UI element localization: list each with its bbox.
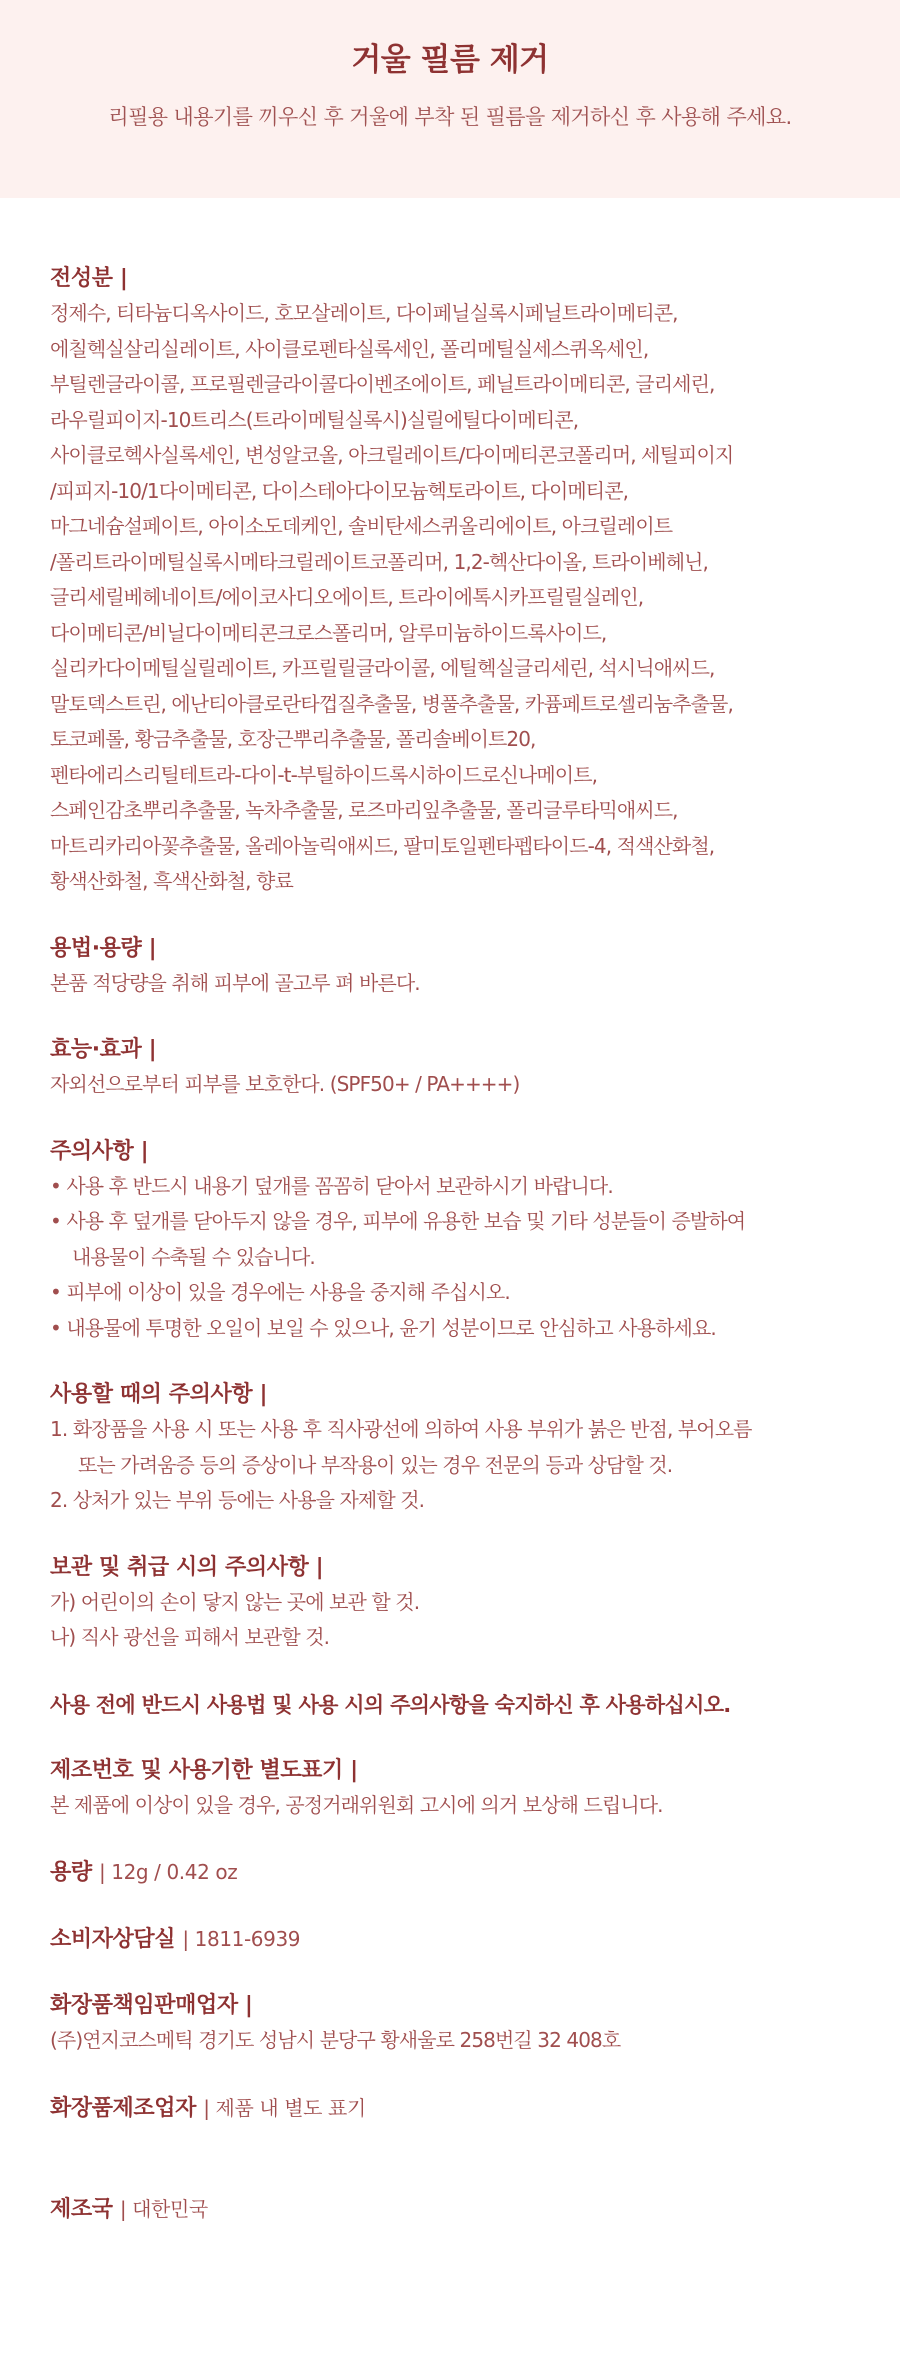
consumer-center-label: 소비자상담실	[50, 1927, 176, 1952]
ingredients-line: 사이클로헥사실록세인, 변성알코올, 아크릴레이트/다이메티콘코폴리머, 세틸피이지	[50, 443, 734, 467]
maker-row	[50, 2091, 870, 2126]
storage-section	[50, 1551, 870, 1656]
ingredients-line: 황색산화철, 흑색산화철, 향료	[50, 869, 293, 893]
usage-notice: 사용 전에 반드시 사용법 및 사용 시의 주의사항을 숙지하신 후 사용하십시오.	[50, 1692, 731, 1717]
origin-row	[50, 2192, 870, 2227]
mirror-film-banner	[0, 0, 900, 198]
ingredients-line: /피피지-10/1다이메티콘, 다이스테아다이모늄헥토라이트, 다이메티콘,	[50, 478, 629, 503]
effect-section	[50, 1033, 870, 1103]
effect-text: 자외선으로부터 피부를 보호한다. (SPF50+ / PA++++)	[50, 1072, 520, 1096]
caution-section	[50, 1135, 870, 1347]
ingredients-line: 에칠헥실살리실레이트, 사이클로펜타실록세인, 폴리메틸실세스퀴옥세인,	[50, 336, 649, 361]
origin-label: 제조국	[50, 2196, 113, 2222]
consumer-center-row	[50, 1922, 870, 1957]
usage-title: 용법·용량 |	[50, 935, 157, 961]
ingredients-line: 토코페롤, 황금추출물, 호장근뿌리추출물, 폴리솔베이트20,	[50, 727, 536, 751]
ingredients-line: 마그네슘설페이트, 아이소도데케인, 솔비탄세스퀴올리에이트, 아크릴레이트	[50, 514, 673, 538]
caution-item: • 내용물에 투명한 오일이 보일 수 있으나, 윤기 성분이므로 안심하고 사용하세요.	[50, 1315, 716, 1340]
ingredients-line: 마트리카리아꽃추출물, 올레아놀릭애씨드, 팔미토일펜타펩타이드-4, 적색산화철,	[50, 833, 715, 858]
product-info	[0, 198, 870, 2227]
use-caution-item: 1. 화장품을 사용 시 또는 사용 후 직사광선에 의하여 사용 부위가 붉은 반점, 부어오름	[50, 1417, 752, 1441]
usage-text: 본품 적당량을 취해 피부에 골고루 펴 바른다.	[50, 970, 420, 995]
caution-item: • 사용 후 덮개를 닫아두지 않을 경우, 피부에 유용한 보습 및 기타 성분들이 증발하여	[50, 1209, 746, 1233]
volume-value: | 12g / 0.42 oz	[98, 1860, 238, 1884]
ingredients-line: 실리카다이메틸실릴레이트, 카프릴릴글라이콜, 에틸헥실글리세린, 석시닉애씨드,	[50, 656, 715, 680]
ingredients-line: 글리세릴베헤네이트/에이코사디오에이트, 트라이에톡시카프릴릴실레인,	[50, 585, 644, 609]
manufacture-number-text: 본 제품에 이상이 있을 경우, 공정거래위원회 고시에 의거 보상해 드립니다.	[50, 1792, 663, 1817]
origin-value: | 대한민국	[119, 2196, 208, 2221]
manufacture-number-section	[50, 1754, 870, 1824]
caution-title: 주의사항 |	[50, 1138, 149, 1164]
seller-text: (주)연지코스메틱 경기도 성남시 분당구 황새울로 258번길 32 408호	[50, 2028, 621, 2052]
caution-item: • 피부에 이상이 있을 경우에는 사용을 중지해 주십시오.	[50, 1280, 510, 1304]
ingredients-line: 부틸렌글라이콜, 프로필렌글라이콜다이벤조에이트, 페닐트라이메티콘, 글리세린,	[50, 372, 715, 396]
ingredients-line: 정제수, 티타늄디옥사이드, 호모살레이트, 다이페닐실록시페닐트라이메티콘,	[50, 301, 678, 325]
caution-item: • 사용 후 반드시 내용기 덮개를 꼼꼼히 닫아서 보관하시기 바랍니다.	[50, 1173, 613, 1198]
maker-label: 화장품제조업자	[50, 2095, 196, 2121]
use-caution-section	[50, 1378, 870, 1519]
volume-label: 용량	[50, 1860, 92, 1885]
ingredients-line: 펜타에리스리틸테트라-다이-t-부틸하이드록시하이드로신나메이트,	[50, 762, 598, 787]
use-caution-title: 사용할 때의 주의사항 |	[50, 1382, 268, 1407]
ingredients-line: 라우릴피이지-10트리스(트라이메틸실록시)실릴에틸다이메티콘,	[50, 407, 579, 432]
storage-item: 가) 어린이의 손이 닿지 않는 곳에 보관 할 것.	[50, 1589, 420, 1614]
consumer-center-value: | 1811-6939	[182, 1927, 301, 1951]
caution-item: 내용물이 수축될 수 있습니다.	[72, 1244, 315, 1269]
ingredients-line: 말토덱스트린, 에난티아클로란타껍질추출물, 병풀추출물, 카퓸페트로셀리눔추출물,	[50, 691, 733, 716]
storage-item: 나) 직사 광선을 피해서 보관할 것.	[50, 1625, 330, 1649]
maker-value: | 제품 내 별도 표기	[203, 2095, 366, 2120]
ingredients-line: /폴리트라이메틸실록시메타크릴레이트코폴리머, 1,2-헥산다이올, 트라이베헤닌,	[50, 549, 708, 574]
ingredients-line: 다이메티콘/비닐다이메티콘크로스폴리머, 알루미늄하이드록사이드,	[50, 620, 607, 645]
ingredients-section	[50, 262, 870, 900]
volume-row	[50, 1855, 870, 1890]
seller-section	[50, 1989, 870, 2059]
ingredients-line: 스페인감초뿌리추출물, 녹차추출물, 로즈마리잎추출물, 폴리글루타믹애씨드,	[50, 798, 678, 822]
storage-title: 보관 및 취급 시의 주의사항 |	[50, 1554, 324, 1580]
seller-title: 화장품책임판매업자 |	[50, 1993, 253, 2018]
banner-subtitle: 리필용 내용기를 끼우신 후 거울에 부착 된 필름을 제거하신 후 사용해 주세요.	[108, 105, 792, 129]
use-caution-item: 또는 가려움증 등의 증상이나 부작용이 있는 경우 전문의 등과 상담할 것.	[78, 1452, 673, 1477]
ingredients-title: 전성분 |	[50, 266, 128, 291]
banner-title: 거울 필름 제거	[351, 42, 549, 78]
manufacture-number-title: 제조번호 및 사용기한 별도표기 |	[50, 1757, 358, 1783]
usage-section	[50, 932, 870, 1002]
effect-title: 효능·효과 |	[50, 1037, 157, 1062]
use-caution-item: 2. 상처가 있는 부위 등에는 사용을 자제할 것.	[50, 1488, 425, 1512]
